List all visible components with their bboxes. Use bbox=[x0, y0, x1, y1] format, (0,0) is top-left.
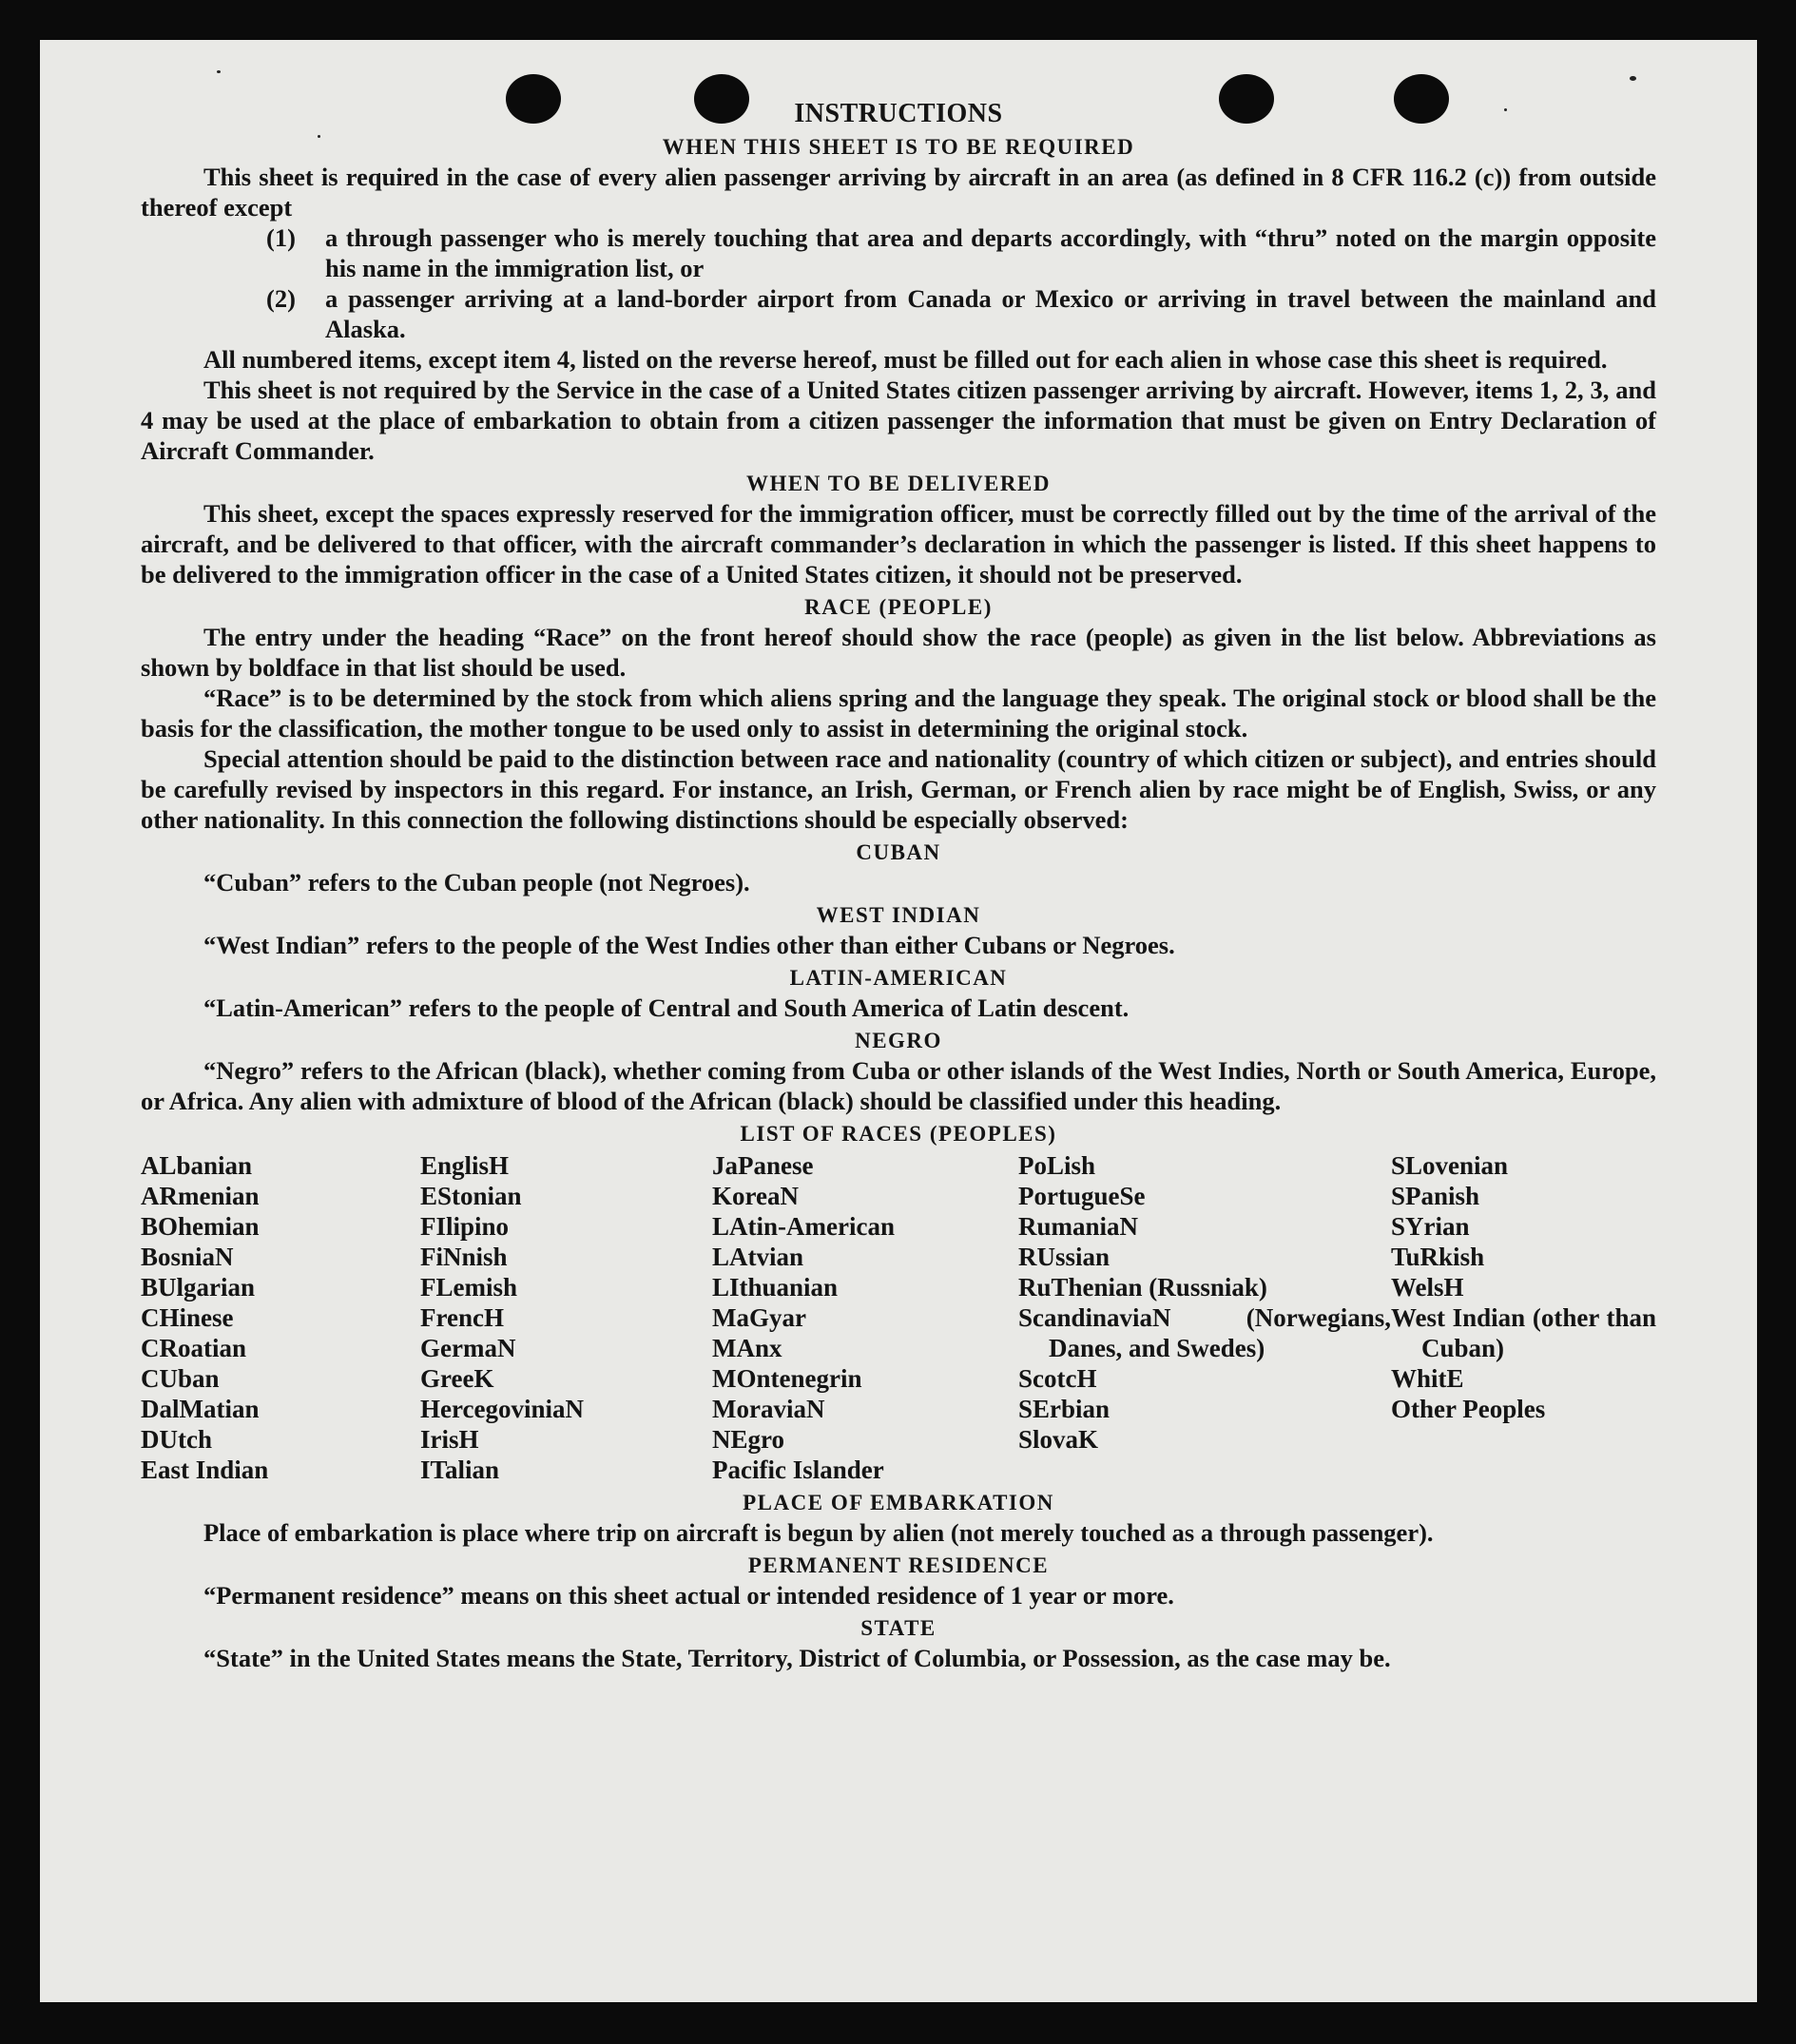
race-entry: BosniaN bbox=[141, 1243, 234, 1271]
race-entry: FiNnish bbox=[420, 1243, 508, 1271]
race-entry: RuThenian (Russniak) bbox=[1018, 1273, 1267, 1302]
definition-heading-cuban: CUBAN bbox=[856, 840, 941, 864]
exception-number: (2) bbox=[266, 284, 296, 313]
race-entry: ITalian bbox=[420, 1456, 500, 1484]
definition-text-negro: “Negro” refers to the African (black), whether coming from Cuba or other islands of the West Indies, North or South America, Europe, or Africa. Any alien with admixture of blood of the African (black) should be classified under this heading. bbox=[141, 1056, 1656, 1115]
race-entry: NEgro bbox=[712, 1425, 785, 1454]
race-entry: WhitE bbox=[1391, 1364, 1464, 1393]
race-entry: PortugueSe bbox=[1018, 1182, 1146, 1210]
definition-text-latin-american: “Latin-American” refers to the people of Central and South America of Latin descent. bbox=[203, 993, 1130, 1022]
race-entry: ScandinaviaN (Norwegians, Danes, and Swedes) bbox=[1018, 1303, 1391, 1362]
race-entry: TuRkish bbox=[1391, 1243, 1485, 1271]
definition-heading-latin-american: LATIN-AMERICAN bbox=[789, 966, 1008, 990]
race-entry: LAtin-American bbox=[712, 1212, 895, 1241]
race-entry: HercegoviniaN bbox=[420, 1395, 584, 1423]
exception-text: a through passenger who is merely touching that area and departs accordingly, with “thru” noted on the margin opposite his name in the immigration list, or bbox=[325, 223, 1656, 282]
paragraph-residence: “Permanent residence” means on this sheet actual or intended residence of 1 year or more. bbox=[203, 1581, 1174, 1610]
race-entry: MAnx bbox=[712, 1334, 782, 1362]
race-entry: BOhemian bbox=[141, 1212, 260, 1241]
race-entry: CRoatian bbox=[141, 1334, 247, 1362]
race-entry: WelsH bbox=[1391, 1273, 1464, 1302]
races-column bbox=[1391, 1150, 1656, 1485]
race-entry: SlovaK bbox=[1018, 1425, 1099, 1454]
race-entry: EnglisH bbox=[420, 1151, 510, 1180]
race-entry: MaGyar bbox=[712, 1303, 806, 1332]
race-entry: SPanish bbox=[1391, 1182, 1480, 1210]
race-entry: DUtch bbox=[141, 1425, 212, 1454]
race-entry: SYrian bbox=[1391, 1212, 1470, 1241]
races-column bbox=[141, 1150, 420, 1485]
race-entry: East Indian bbox=[141, 1456, 269, 1484]
race-entry: West Indian (other than Cuban) bbox=[1391, 1303, 1656, 1362]
document-sheet bbox=[40, 40, 1757, 2002]
race-entry: FLemish bbox=[420, 1273, 518, 1302]
race-entry: CUban bbox=[141, 1364, 220, 1393]
race-entry: EStonian bbox=[420, 1182, 522, 1210]
dust-speck bbox=[1630, 76, 1636, 81]
races-column bbox=[420, 1150, 712, 1485]
section-heading-state: STATE bbox=[860, 1616, 937, 1640]
paragraph-citizen: This sheet is not required by the Service in the case of a United States citizen passenger arriving by aircraft. However, items 1, 2, 3, and 4 may be used at the place of embarkation to obtain from a citizen passenger the information that must be given on Entry Declaration of Aircraft Commander. bbox=[141, 376, 1656, 465]
race-entry: LAtvian bbox=[712, 1243, 804, 1271]
instructions-content bbox=[141, 99, 1656, 1673]
page-title: INSTRUCTIONS bbox=[794, 99, 1003, 128]
definition-text-cuban: “Cuban” refers to the Cuban people (not Negroes). bbox=[203, 868, 750, 897]
section-heading-races-list: LIST OF RACES (PEOPLES) bbox=[740, 1122, 1057, 1146]
race-entry: FrencH bbox=[420, 1303, 504, 1332]
race-entry: RUssian bbox=[1018, 1243, 1110, 1271]
race-entry: CHinese bbox=[141, 1303, 234, 1332]
section-heading-race: RACE (PEOPLE) bbox=[804, 595, 993, 619]
race-entry: BUlgarian bbox=[141, 1273, 256, 1302]
paragraph-race-1: The entry under the heading “Race” on the front hereof should show the race (people) as given in the list below. Abbreviations as shown by boldface in that list should be used. bbox=[141, 623, 1656, 682]
definition-text-west-indian: “West Indian” refers to the people of the West Indies other than either Cubans or Negroes. bbox=[203, 931, 1175, 959]
paragraph-race-3: Special attention should be paid to the distinction between race and nationality (country of which citizen or subject), and entries should be carefully revised by inspectors in this regard. For instance, an Irish, German, or French alien by race might be of English, Swiss, or any other nationality. In this connection the following distinctions should be especially observed: bbox=[141, 744, 1656, 834]
race-entry: KoreaN bbox=[712, 1182, 799, 1210]
paragraph-embarkation: Place of embarkation is place where trip on aircraft is begun by alien (not merely touched as a through passenger). bbox=[203, 1518, 1434, 1547]
paragraph-state: “State” in the United States means the State, Territory, District of Columbia, or Possession, as the case may be. bbox=[203, 1644, 1391, 1672]
paragraph-delivered: This sheet, except the spaces expressly reserved for the immigration officer, must be correctly filled out by the time of the arrival of the aircraft, and be delivered to that officer, with the aircraft commander’s declaration in which the passenger is listed. If this sheet happens to be delivered to the immigration officer in the case of a United States citizen, it should not be preserved. bbox=[141, 499, 1656, 588]
race-entry: ScotcH bbox=[1018, 1364, 1097, 1393]
section-heading-embarkation: PLACE OF EMBARKATION bbox=[743, 1491, 1054, 1514]
race-entry: GermaN bbox=[420, 1334, 516, 1362]
race-entry: ARmenian bbox=[141, 1182, 260, 1210]
races-list bbox=[141, 1150, 1656, 1485]
race-entry: ALbanian bbox=[141, 1151, 253, 1180]
race-entry: GreeK bbox=[420, 1364, 494, 1393]
race-entry: PoLish bbox=[1018, 1151, 1096, 1180]
race-entry: RumaniaN bbox=[1018, 1212, 1139, 1241]
race-entry: MoraviaN bbox=[712, 1395, 825, 1423]
exception-number: (1) bbox=[266, 223, 296, 252]
paragraph-numbered-items: All numbered items, except item 4, listed on the reverse hereof, must be filled out for each alien in whose case this sheet is required. bbox=[203, 345, 1608, 374]
races-column bbox=[712, 1150, 1018, 1485]
race-entry: IrisH bbox=[420, 1425, 479, 1454]
race-entry: SLovenian bbox=[1391, 1151, 1509, 1180]
exception-text: a passenger arriving at a land-border airport from Canada or Mexico or arriving in travel between the mainland and Alaska. bbox=[325, 284, 1656, 343]
definition-heading-negro: NEGRO bbox=[855, 1029, 942, 1052]
paragraph-race-2: “Race” is to be determined by the stock from which aliens spring and the language they speak. The original stock or blood shall be the basis for the classification, the mother tongue to be used only to assist in determining the original stock. bbox=[141, 684, 1656, 742]
race-entry: Other Peoples bbox=[1391, 1395, 1546, 1423]
exception-item bbox=[266, 283, 1656, 344]
race-entry: Pacific Islander bbox=[712, 1456, 884, 1484]
race-entry: JaPanese bbox=[712, 1151, 814, 1180]
race-entry: LIthuanian bbox=[712, 1273, 839, 1302]
race-entry: FIlipino bbox=[420, 1212, 510, 1241]
race-entry: MOntenegrin bbox=[712, 1364, 862, 1393]
races-column bbox=[1018, 1150, 1391, 1485]
race-entry: DalMatian bbox=[141, 1395, 260, 1423]
section-heading-required: WHEN THIS SHEET IS TO BE REQUIRED bbox=[662, 135, 1135, 159]
race-entry: SErbian bbox=[1018, 1395, 1110, 1423]
section-heading-delivered: WHEN TO BE DELIVERED bbox=[746, 472, 1051, 495]
definition-heading-west-indian: WEST INDIAN bbox=[816, 903, 981, 927]
paragraph-required-intro: This sheet is required in the case of every alien passenger arriving by aircraft in an area (as defined in 8 CFR 116.2 (c)) from outside thereof except bbox=[141, 163, 1656, 222]
dust-speck bbox=[217, 70, 221, 73]
section-heading-residence: PERMANENT RESIDENCE bbox=[747, 1553, 1050, 1577]
exception-item bbox=[266, 222, 1656, 283]
